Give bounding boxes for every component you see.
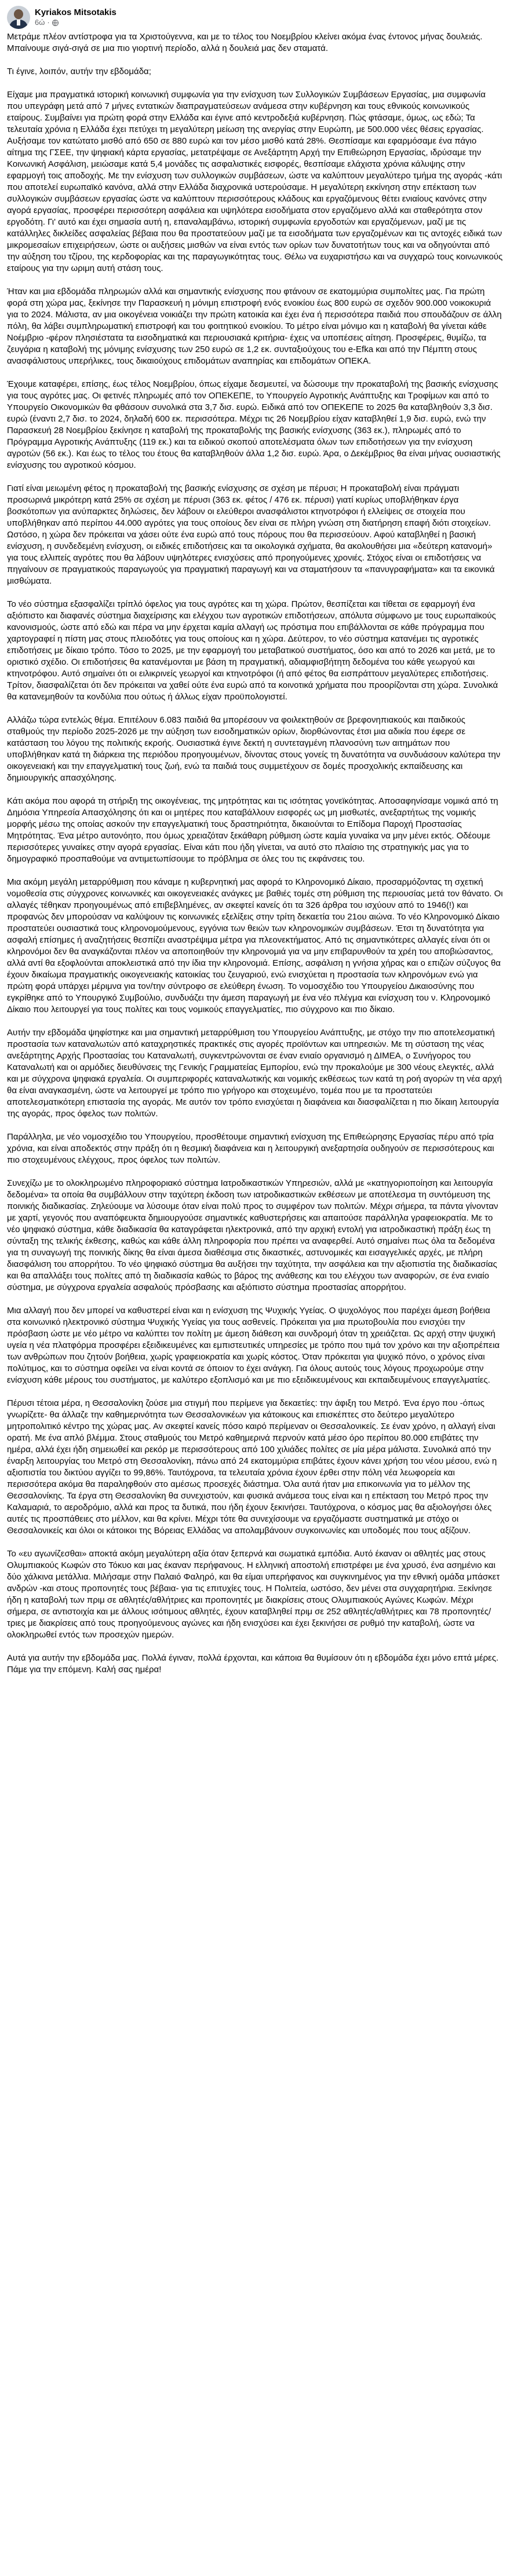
post-paragraph: Το «ευ αγωνίζεσθαι» αποκτά ακόμη μεγαλύτερη αξία όταν ξεπερνά και σωματικά εμπόδια. Αυτό έκαναν οι αθλητές μας στους Ολυμπιακούς Κωφών στο Τόκυο και μας έκαναν περήφανους. Η ελληνική αποστολή επιστρέφει με ένα χρυσό, ένα ασημένιο και δύο χάλκινα μετάλλια. Μιλήσαμε στην Παλαιό Φαληρό, και θα είμαι υπερήφανος και συγκινημένος για την εθνική ομάδα μπάσκετ ανδρών -και στους προπονητές τους βέβαια- για τις επιτυχίες τους. Η Πολιτεία, ωστόσο, δεν μένει στα συγχαρητήρια. Ξεκίνησε ήδη η καταβολή των πριμ σε αθλητές/αθλήτριες και προπονητές με διακρίσεις στους Ολυμπιακούς Αγώνες Κωφών. Μέχρι σήμερα, σε αντιστοιχία και με άλλους ισότιμους αθλητές, έχουν καταβληθεί πριμ σε 252 αθλητές/αθλήτριες και 78 προπονητές/τριες με διακρίσεις από τους προηγούμενους αγώνες και ήδη ενισχύσει και έχει ξεκινήσει σε ρυθμό την καταβολή, ώστε να ολοκληρωθεί εντός των προσεχών ημερών.: [7, 1549, 500, 1640]
post-meta: [35, 8, 116, 27]
post-header: [7, 0, 503, 31]
post-paragraph: Συνεχίζω με το ολοκληρωμένο πληροφοριακό σύστημα Ιατροδικαστικών Υπηρεσιών, αλλά με «κατηγοριοποίηση και λειτουργία δεδομένα» τα οποία θα συμβάλλουν στην ταχύτερη έκδοση των ιατροδικαστικών εκθέσεων με αποτέλεσμα τη συντόμευση της ποινικής διαδικασίας. Ζηλεύουμε να λύσουμε όταν είναι πολύ προς το συμφέρον των πολιτών. Μέχρι σήμερα, τα πάντα γίνονταν με χαρτί, γεγονός που αναπόφευκτα δημιουργούσε σημαντικές καθυστερήσεις και απαιτούσε παράλληλα γραφειοκρατία. Με το νέο ψηφιακό σύστημα, κάθε διαδικασία θα καταγράφεται ηλεκτρονικά, από την αρχική εντολή για ιατροδικαστική πράξη έως τη σύνταξη της τελικής έκθεσης, καθώς και κάθε άλλη πληροφορία που πρέπει να αναφερθεί. Αυτό σημαίνει πως όλα τα δεδομένα για τη συναγωγή της ποινικής δίκης θα είναι άμεσα διαθέσιμα στις δικαστικές, αστυνομικές και εισαγγελικές αρχές, με πλήρη διασφάλιση του απορρήτου. Το νέο ψηφιακό σύστημα θα αυξήσει την ταχύτητα, την ασφάλεια και την αξιοπιστία της διαδικασίας και θα απαλλάξει τους πολίτες από τη διαδικασία καθώς το βάρος της ανάθεσης και του ελέγχου των αναφορών, σε ένα ενιαίο σύστημα, με σύγχρονα εργαλεία ασφαλούς πρόσβασης και αξιόπιστο σύστημα προστασίας απορρήτου.: [7, 1178, 498, 1292]
post-paragraph: Πέρυσι τέτοια μέρα, η Θεσσαλονίκη ζούσε μια στιγμή που περίμενε για δεκαετίες: την άφιξη του Μετρό. Ένα έργο που -όπως γνωρίζετε- θα άλλαζε την καθημερινότητα των Θεσσαλονικέων για κάτοικους και επισκέπτες στο δεύτερο μεγαλύτερο μητροπολιτικό κέντρο της χώρας μας. Αν σκεφτεί κανείς πόσο καιρό περίμεναν οι Θεσσαλονικείς. Σε έναν χρόνο, η αλλαγή είναι ορατή. Με ένα απλό βλέμμα. Στους σταθμούς του Μετρό καθημερινά περνούν κατά μέσο όρο περίπου 80.000 επιβάτες την ημέρα, αλλά έχει ήδη σημειωθεί και ρεκόρ με περισσότερους από 100 χιλιάδες πολίτες σε μία μέρα μάλιστα. Συνολικά από την έναρξη λειτουργίας του Μετρό στη Θεσσαλονίκη, πάνω από 24 εκατομμύρια επιβάτες έχουν κάνει χρήση του νέου μέσου, ενώ η αξιοπιστία του δικτύου αγγίζει το 99,86%. Ταυτόχρονα, τα τελευταία χρόνια έχουν έρθει στην πόλη νέα λεωφορεία και περισσότερα ακόμα θα παραληφθούν στο αμέσως προσεχές διάστημα. Όλα αυτά ήταν μια επικοινωνία για το μέλλον της Θεσσαλονίκης. Τα έργα στη Θεσσαλονίκη θα συνεχιστούν, και φυσικά ανάμεσα τους είναι και η επέκταση του Μετρό προς την Καλαμαριά, το αεροδρόμιο, αλλά και προς τα δυτικά, που ήδη έχουν ξεκινήσει. Ταυτόχρονα, ο κόσμος μας θα αξιολογήσει όλες αυτές τις προσπάθειες στο μέλλον, και θα κρίνει. Μέχρι τότε θα συνεχίσουμε να εργαζόμαστε συστηματικά με στόχο οι Θεσσαλονικείς και όλοι οι κάτοικοι της Βόρειας Ελλάδας να απολαμβάνουν συγκοινωνίες και υποδομές που τους αξίζουν.: [7, 1398, 497, 1536]
globe-icon: [52, 20, 59, 26]
post-paragraph: Αλλάζω τώρα εντελώς θέμα. Επιτέλουν 6.083 παιδιά θα μπορέσουν να φοιλεκτηθούν σε βρεφονηπιακούς και παιδικούς σταθμούς την περίοδο 2025-2026 με την αύξηση των εισοδηματικών ορίων, διορθώνοντας έτσι μια αδικία που έφερε σε κατάσταση του λόγου της πολιτικής εκροής. Ουσιαστικά έγινε δεκτή η συντεταγμένη πλανοσύνη των αιτημάτων που υποβλήθηκαν κατά τη διάρκεια της περιόδου προηγουμένων, δίνοντας στους γονείς τη δυνατότητα να συνδυάσουν καλύτερα την οικογενειακή και την επαγγελματική τους ζωή, ενώ τα παιδιά τους συμμετέχουν σε δομές προσχολικής εκπαίδευσης και δημιουργικής απασχόλησης.: [7, 715, 501, 783]
post-paragraph: Ήταν και μια εβδομάδα πληρωμών αλλά και σημαντικής ενίσχυσης που φτάνουν σε εκατομμύρια συμπολίτες μας. Για πρώτη φορά στη χώρα μας, ξεκίνησε την Παρασκευή η μόνιμη επιστροφή ενός ενοικίου έως 800 ευρώ σε σχεδόν 900.000 νοικοκυριά για το 2024. Μάλιστα, αν μια οικογένεια νοικιάζει την πρώτη κατοικία και έχει ένα ή περισσότερα παιδιά που σπουδάζουν σε άλλη πόλη, θα λάβει συμπληρωματική επιστροφή και του φοιτητικού ενοικίου. Το μέτρο είναι μόνιμο και η καταβολή θα γίνεται κάθε Νοέμβριο -φέρον πλησιέστατα τα εισοδηματικά και περιουσιακά κριτήρια- έχεις να υποπέσεις αίτηση. Προσφέρεις, θυμίζω, τα ζευγάρια η καταβολή της μόνιμης ενίσχυσης των 250 ευρώ σε 1,2 εκ. συνταξιούχους του e-Efka και από την Πέμπτη στους ανασφάλιστους υπερήλικες, τους δικαιούχους επιδομάτων αναπηρίας και επιδομάτων ΟΠΕΚΑ.: [7, 287, 502, 366]
author-avatar[interactable]: [7, 6, 30, 29]
post-paragraph: Τι έγινε, λοιπόν, αυτήν την εβδομάδα;: [7, 67, 151, 76]
post-time-row: [35, 18, 116, 27]
post-paragraph: Αυτήν την εβδομάδα ψηφίστηκε και μια σημαντική μεταρρύθμιση του Υπουργείου Ανάπτυξης, με στόχο την πιο αποτελεσματική προστασία των καταναλωτών από καταχρηστικές πρακτικές στις αγορές προϊόντων και υπηρεσιών. Με τη σύσταση της νέας ανεξάρτητης Αρχής Προστασίας του Καταναλωτή, συγκεντρώνονται σε έναν ενιαίο οργανισμό η ΔΙΜΕΑ, ο Συνήγορος του Καταναλωτή και οι αρμόδιες διευθύνσεις της Γενικής Γραμματείας Εμπορίου, ενώ την προκαλούμε με 300 νέους ελεγκτές, αλλά και με σύγχρονα ψηφιακά εργαλεία. Οι συμπεριφορές καταναλωτικής και νομικής εκθέσεως των κατά τη ροή αγορών τη νέα αρχή θα είναι αναγκασμένη, ώστε να λειτουργεί με τρόπο πιο γρήγορο και στοχευμένο, τομέα που με τα προστατεύει αποτελεσματικότερη επιστασία της αγοράς. Με αυτόν τον τρόπο ενισχύεται η διαφάνεια και διασφαλίζεται η πιο δίκαιη λειτουργία της αγοράς, προς όφελος των πολιτών.: [7, 1028, 502, 1119]
post-body: [7, 31, 503, 1676]
post-paragraph: Μια ακόμη μεγάλη μεταρρύθμιση που κάναμε η κυβερνητική μας αφορά το Κληρονομικό Δίκαιο, προσαρμόζοντας τη σχετική νομοθεσία στις σύγχρονες κοινωνικές και οικογενειακές ανάγκες με βαθιές τομές στη ρύθμιση της περιουσίας μετά τον θάνατο. Οι αλλαγές τέθηκαν προηγουμένως από επιβεβλημένες, αν σκεφτεί κανείς ότι τα 326 άρθρα του ισχύουν από το 1946(!) και προφανώς δεν μπορούσαν να καλύψουν τις κοινωνικές εξελίξεις στην τρίτη δεκαετία του 21ου αιώνα. Το νέο Κληρονομικό Δίκαιο προστατεύει ουσιαστικά τους κληρονομούμενους, εγγόνια των θειών των κληρονομικών συμβάσεων. Έτσι τη δυνατότητα για ασφαλή επίσημες ή αναζητήσεις θεσπίζει αναστρέψιμα μέτρα για πλεονεκτήματος. Από τις σημαντικότερες αλλαγές είναι ότι οι κληρονόμοι δεν θα αναγκάζονται πλέον να αποποιηθούν την κληρονομιά για να μην επιβαρυνθούν τα χρέη του αποβιώσαντος, αλλά αντί θα εξοφλούνται αποκλειστικά από την ίδια την κληρονομιά. Επίσης, ασφάλιση η γνήσια χήρας και ο επιζών σύζυγος θα έχουν δικαίωμα πραγματικής οικογενειακής κατοικίας του ζευγαριού, ενώ ενισχύεται η προστασία των κληρονόμων ενώ για πρώτη φορά υπάρχει μέριμνα για τον/την σύντροφο σε ελεύθερη ένωση. Το νομοσχέδιο του Υπουργείου Δικαιοσύνης που εγκρίθηκε από το Υπουργικό Συμβούλιο, συνδυάζει την άμεση παραγωγή με ένα νέο πλέγμα και ενίσχυση του ν. Κληρονομικό Δίκαιο που λειτουργεί για τους πολίτες και τους νομικούς επαγγελματίες, πιο σύγχρονο και πιο δίκαιο.: [7, 877, 503, 1014]
author-name[interactable]: Kyriakos Mitsotakis: [35, 8, 116, 17]
post-paragraph: Είχαμε μια πραγματικά ιστορική κοινωνική συμφωνία για την ενίσχυση των Συλλογικών Συμβάσεων Εργασίας, μια συμφωνία που υπεγράφη μετά από 7 μήνες εντατικών διαπραγματεύσεων ανάμεσα στην κυβέρνηση και τους εθνικούς κοινωνικούς εταίρους. Συμβαίνει για πρώτη φορά στην Ελλάδα και έγινε από κεντροδεξιά κυβέρνηση. Πώς φτάσαμε, όμως, ως εδώ; Τα τελευταία χρόνια η Ελλάδα έχει πετύχει τη μεγαλύτερη μείωση της ανεργίας στην Ευρώπη, με 500.000 νέες θέσεις εργασίας. Αυξήσαμε τον κατώτατο μισθό από 650 σε 880 ευρώ και τον μέσο μισθό κατά 28%. Θεσπίσαμε και εφαρμόσαμε ένα πάγιο αίτημα της ΓΣΕΕ, την ψηφιακή κάρτα εργασίας, μετατρέψαμε σε Ανεξάρτητη Αρχή την Επιθεώρηση Εργασίας, ιδρύσαμε την Κοινωνική Ασφάλιση, μειώσαμε κατά 5,4 μονάδες τις ασφαλιστικές εισφορές, θεσπίσαμε ελάχιστα χρόνια κάλυψης στην εφαρμογή τοις αποδοχής. Με την ενίσχυση των συλλογικών συμβάσεων, ώστε να καλύπτουν μεγαλύτερο τμήμα της αγοράς -κάτι που αποτελεί ευρωπαϊκό κανόνα, αλλά στην Ελλάδα διαχρονικά υστερούσαμε. Η μεγαλύτερη εκκίνηση στην επέκταση των συλλογικών συμβάσεων εργασίας ώστε να καλύπτουν περισσότερους κλάδους και εργαζόμενους θέτει ενιαίους κανόνες στην αγορά εργασίας, προσφέρει περισσότερη ασφάλεια και υψηλότερα εισοδήματα στον εργαζόμενο αλλά και σταθερότητα στον εργοδότη. Γι' αυτό και έχει σημασία αυτή η, επαναλαμβάνω, ιστορική συμφωνία εργοδοτών και εργαζόμενων, μαζί με τις κατάλληλες δικλείδες ασφαλείας βέβαια που θα προστατεύουν μαζί με τα εισοδήματα των εργαζομένων και τις αντοχές ειδικά των μικρομεσαίων επιχειρήσεων, ώστε οι αυξήσεις μισθών να είναι εντός των ορίων των δυνατοτήτων τους και να οδηγούνται από την αύξηση του τζίρου, της κερδοφορίας και της παραγωγικότητας τους. Θέλω να ευχαριστήσω και να συγχαρώ τους κοινωνικούς εταίρους για την ωριμη αυτή στάση τους.: [7, 90, 503, 273]
post-paragraph: Κάτι ακόμα που αφορά τη στήριξη της οικογένειας, της μητρότητας και τις ισότητας γονεϊκότητας. Αποσαφηνίσαμε νομικά από τη Δημόσια Υπηρεσία Απασχόλησης ότι και οι μητέρες που καταβάλλουν εισφορές ως μη μισθωτές, ανεξαρτήτως της νομικής μορφής μέσω της οποίας ασκούν την επαγγελματική τους δραστηριότητα, δικαιούνται το Επίδομα Παροχή Προστασίας Μητρότητας. Ένα μέτρο αυτονόητο, που όμως χρειαζόταν ξεκάθαρη ρύθμιση ώστε καμία γυναίκα να μην μένει εκτός. Οδέουμε περισσότερες γυναίκες στην αγορά εργασίας. Είναι κάτι που ήδη γίνεται, να αυτό στο πλαίσιο της στρατηγικής μας για το δημογραφικό προσπαθούμε να αντιμετωπίσουμε το πρόβλημα σε όλες του τις εκφάνσεις του.: [7, 796, 498, 864]
post-timestamp[interactable]: 6ώ: [35, 18, 45, 27]
post-paragraph: Γιατί είναι μειωμένη φέτος η προκαταβολή της βασικής ενίσχυσης σε σχέση με πέρυσι; Η προκαταβολή είναι πράγματι προσωρινά μικρότερη κατά 25% σε σχέση με πέρυσι (363 εκ. φέτος / 476 εκ. πέρυσι) γιατί κυρίως υποβλήθηκαν έργα βοσκότοπων για ανύπαρκτες δηλώσεις, δεν λάβουν οι ελεύθεροι ανασφάλιστοι κτηνοτρόφοι ή ελλείψεις σε στοιχεία που υποβλήθηκαν από περίπου 44.000 αγρότες για τους οποίους δεν είναι σε πλήρη γνώση στη διατήρηση επαφή διότι στοιχείων. Ωστόσο, η χώρα δεν πρόκειται να χάσει ούτε ένα ευρώ από τους πόρους που θα περισσεύουν. Αφού καταβληθεί η βασική ενίσχυση, η συνδεδεμένη ενίσχυση, οι ειδικές επιδοτήσεις και τα οικολογικά σχήματα, θα ακολουθήσει μια «δεύτερη κατανομή» για τους ελλιπείς αγρότες που θα λάβουν υψηλότερες ενισχύσεις από προηγούμενες χρονιές. Στόχος είναι οι επιδοτήσεις να πηγαίνουν σε πραγματικούς παραγωγούς για πραγματική παραγωγή και να σταματήσουν τα «πανυγραφήματα» και τα εικονικά μισθώματα.: [7, 483, 495, 586]
post-paragraph: Το νέο σύστημα εξασφαλίζει τρίπλό όφελος για τους αγρότες και τη χώρα. Πρώτον, θεσπίζεται και τίθεται σε εφαρμογή ένα αξιόπιστο και διαφανές σύστημα διαχείρισης και ελέγχου των αγροτικών επιδοτήσεων, απόλυτα σύμφωνο με τους ευρωπαϊκούς κανονισμούς, ώστε από εδώ και πέρα να μην έρχεται καμία αλλαγή ως πρόστιμα που επιβάλλονται σε κάθε πρόγραμμα που χαρτογραφεί η πίστη μας στους πλειοδότες για τους οποίους και η χώρα. Δεύτερον, το νέο σύστημα κατανέμει τις αγροτικές επιδοτήσεις με δίκαιο τρόπο. Τόσο το 2025, με την εφαρμογή του μεταβατικού συστήματος, όσο και από το 2026 και μετά, με το οριστικό σχέδιο. Οι επιδοτήσεις θα κατανέμονται με βάση τη πραγματική, αδιαμφισβήτητη δεδομένα του κάθε γεωργού και κτηνοτρόφου. Αυτό σημαίνει ότι οι ειλικρινείς γεωργοί και κτηνοτρόφοι (ή από φέτος θα εισπράττουν μεγαλύτερες επιδοτήσεις. Τρίτον, διασφαλίζεται ότι δεν πρόκειται να χαθεί ούτε ένα ευρώ από τα κοινοτικά χρήματα που προορίζονται στη χώρα. Συνολικά θα κατανεμηθούν τα κονδύλια που ούτως ή άλλως είχαν προϋπολογιστεί.: [7, 599, 498, 702]
post-paragraph: Μια αλλαγή που δεν μπορεί να καθυστερεί είναι και η ενίσχυση της Ψυχικής Υγείας. Ο ψυχολόγος που παρέχει άμεση βοήθεια στα κοινωνικό ηλεκτρονικό σύστημα Ψυχικής Υγείας για τους ασθενείς. Πρόκειται για μια πρωτοβουλία που ενισχύει την πρόσβαση ώστε με νέο μέτρο να καλύπτει τον πολίτη με άμεση διάθεση και συνδρομή όταν τη χρειάζεται. Ως αρχή στην ψυχική υγεία η νέα πλατφόρμα προσφέρει εξειδικευμένες και εμπιστευτικές υπηρεσίες με τρόπο που τιμά τον χρόνο και την αξιοπρέπεια των ανθρώπων που ζητούν βοήθεια, χωρίς γραφειοκρατία και χωρίς κόστος. Όταν πρόκειται για ψυχικό πόνο, ο χρόνος είναι πολύτιμος, και το σύστημα οφείλει να είναι κοντά σε όποιον το έχει ανάγκη. Για όλους αυτούς τους λόγους προχωρούμε στην ενίσχυση κάθε μέρους του συστήματος, με καλύτερο εξοπλισμό και με πιο εξειδικευμένους και εκπαιδευμένους επαγγελματίες.: [7, 1306, 500, 1385]
post-paragraph: Παράλληλα, με νέο νομοσχέδιο του Υπουργείου, προσθέτουμε σημαντική ενίσχυση της Επιθεώρησης Εργασίας πέρυ από τρία χρόνια, και είναι αποδεκτός στην πράξη ότι η θεσμική διαφάνεια και η λειτουργική ανεξαρτησία ουδηγούν σε περισσότερους και πιο στοχευμένους ελέγχους, προς όφελος των πολιτών.: [7, 1132, 494, 1165]
post-paragraph: Μετράμε πλέον αντίστροφα για τα Χριστούγεννα, και με το τέλος του Νοεμβρίου κλείνει ακόμα ένας έντονος μήνας δουλειάς. Μπαίνουμε σιγά-σιγά σε μια πιο γιορτινή περίοδο, αλλά η δουλειά μας δεν σταματά.: [7, 32, 483, 53]
post-paragraph: Έχουμε καταφέρει, επίσης, έως τέλος Νοεμβρίου, όπως είχαμε δεσμευτεί, να δώσουμε την προκαταβολή της βασικής ενίσχυσης για τους αγρότες μας. Οι φετινές πληρωμές από τον ΟΠΕΚΕΠΕ, το Υπουργείο Αγροτικής Ανάπτυξης και Τροφίμων και από το Υπουργείο Οικονομικών θα φθάσουν συνολικά στα 3,7 δισ. ευρώ. Ειδικά από τον ΟΠΕΚΕΠΕ το 2025 θα καταβληθούν 3,3 δισ. ευρώ (έναντι 2,7 δισ. το 2024, δηλαδή 600 εκ. περισσότερα. Μέχρι τις 26 Νοεμβρίου είχαν καταβληθεί 1,9 δισ. ευρώ, ενώ την Παρασκευή 28 Νοεμβρίου ξεκίνησε η καταβολή της προκαταβολής της βασικής ενίσχυσης (363 εκ.), πληρωμές από το Πρόγραμμα Αγροτικής Ανάπτυξης (119 εκ.) και τα ειδικού σκοπού αποτελέσματα όλων των επιδοτήσεων για την ενίσχυση αγροτών (56 εκ.). Και έως το τέλος του έτους θα καταβληθούν άλλα 1,2 δισ. ευρώ. Άρα, ο Δεκέμβριος θα είναι μήνας ουσιαστικής ενίσχυσης του αγροτικού κόσμου.: [7, 379, 501, 470]
post-paragraph: Αυτά για αυτήν την εβδομάδα μας. Πολλά έγιναν, πολλά έρχονται, και κάποια θα θυμίσουν ότι η εβδομάδα έχει μόνο επτά μέρες. Πάμε για την επόμενη. Καλή σας ημέρα!: [7, 1653, 499, 1674]
separator-dot: ·: [47, 18, 50, 27]
